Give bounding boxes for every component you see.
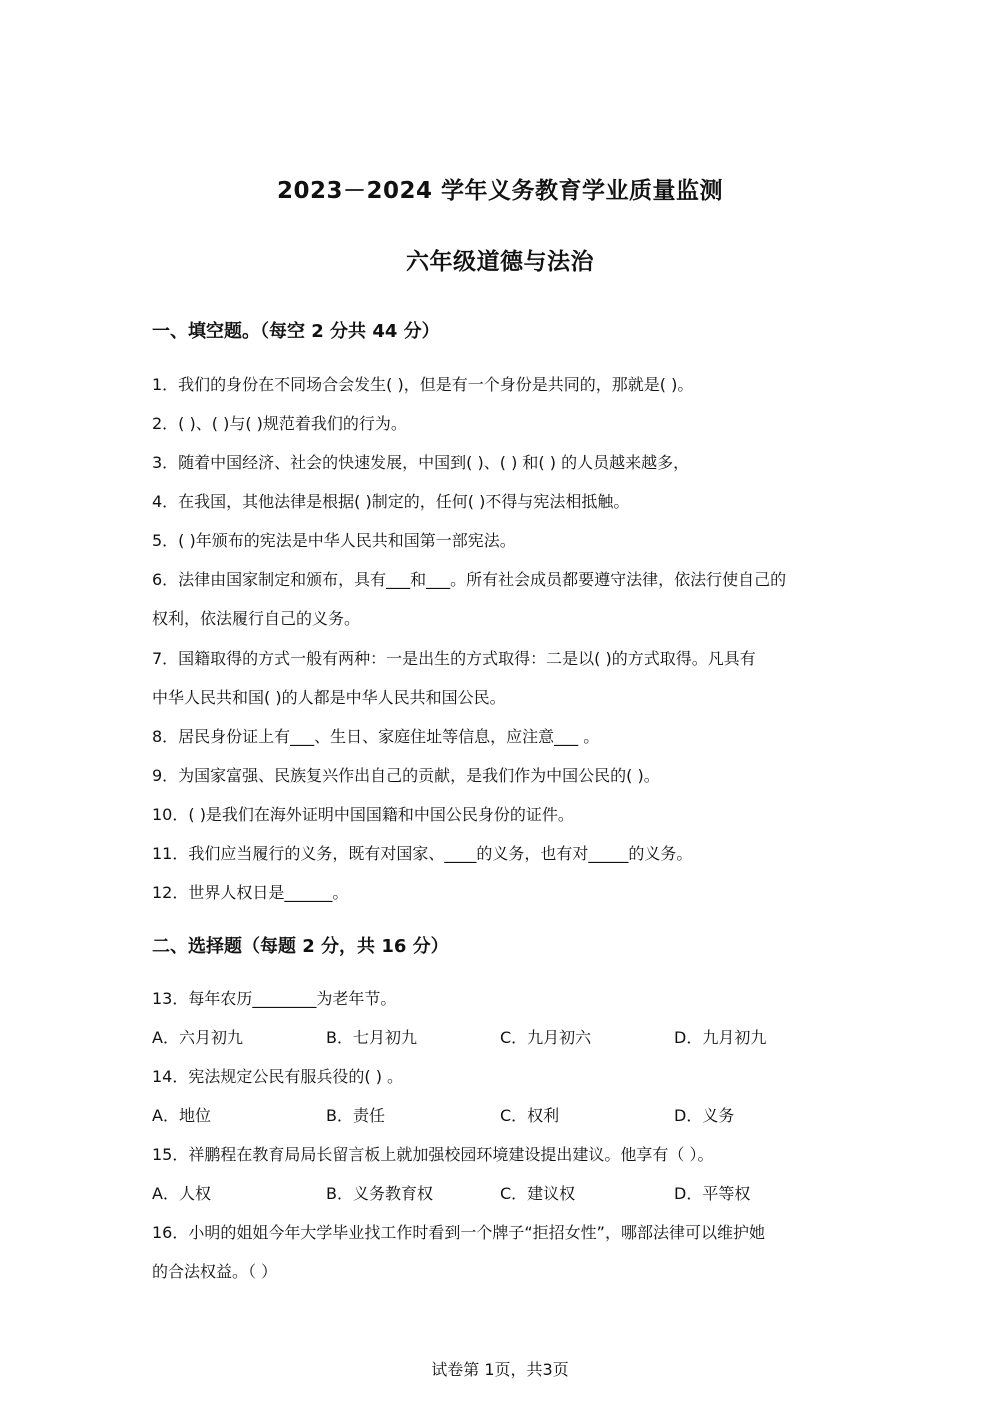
question-line: 7．国籍取得的方式一般有两种：一是出生的方式取得：二是以( )的方式取得。凡具有 — [152, 649, 756, 668]
question-stem: 14．宪法规定公民有服兵役的( ) 。 — [152, 1067, 404, 1086]
question-line: 11．我们应当履行的义务，既有对国家、____的义务，也有对_____的义务。 — [152, 844, 693, 863]
option-b: B．责任 — [326, 1106, 385, 1125]
question-line: 1．我们的身份在不同场合会发生( )，但是有一个身份是共同的，那就是( )。 — [152, 375, 694, 394]
question-stem: 15．祥鹏程在教育局局长留言板上就加强校园环境建设提出建议。他享有（ ）。 — [152, 1145, 714, 1164]
exam-title: 2023－2024 学年义务教育学业质量监测 — [276, 178, 724, 204]
section-fill-in-heading: 一、填空题。（每空 2 分共 44 分） — [152, 321, 440, 342]
question-line: 5．( )年颁布的宪法是中华人民共和国第一部宪法。 — [152, 531, 516, 550]
question-line: 3．随着中国经济、社会的快速发展，中国到( )、( ) 和( ) 的人员越来越多， — [152, 453, 690, 472]
question-stem: 的合法权益。（ ） — [152, 1262, 278, 1281]
question-line: 8．居民身份证上有___、生日、家庭住址等信息，应注意___ 。 — [152, 727, 600, 746]
option-b: B．七月初九 — [326, 1028, 417, 1047]
question-line: 9．为国家富强、民族复兴作出自己的贡献，是我们作为中国公民的( )。 — [152, 766, 660, 785]
exam-subject: 六年级道德与法治 — [406, 249, 594, 275]
question-line: 10．( )是我们在海外证明中国国籍和中国公民身份的证件。 — [152, 805, 574, 824]
question-line: 4．在我国，其他法律是根据( )制定的，任何( )不得与宪法相抵触。 — [152, 492, 630, 511]
option-a: A．六月初九 — [152, 1028, 243, 1047]
option-c: C．九月初六 — [500, 1028, 592, 1047]
question-stem: 13．每年农历________为老年节。 — [152, 989, 397, 1008]
page-footer: 试卷第 1页，共3页 — [431, 1360, 569, 1379]
question-line: 6．法律由国家制定和颁布，具有___和___。所有社会成员都要遵守法律，依法行使自己的 — [152, 570, 787, 589]
option-c: C．建议权 — [500, 1184, 576, 1203]
option-c: C．权利 — [500, 1106, 560, 1125]
question-line: 权利，依法履行自己的义务。 — [152, 609, 361, 628]
question-line: 12．世界人权日是______。 — [152, 883, 349, 902]
option-b: B．义务教育权 — [326, 1184, 433, 1203]
option-a: A．地位 — [152, 1106, 211, 1125]
option-d: D．平等权 — [674, 1184, 751, 1203]
option-d: D．义务 — [674, 1106, 735, 1125]
option-a: A．人权 — [152, 1184, 211, 1203]
question-line: 中华人民共和国( )的人都是中华人民共和国公民。 — [152, 688, 506, 707]
question-line: 2．( )、( )与( )规范着我们的行为。 — [152, 414, 407, 433]
section-choice-heading: 二、选择题（每题 2 分，共 16 分） — [152, 936, 449, 957]
option-d: D．九月初九 — [674, 1028, 767, 1047]
question-stem: 16．小明的姐姐今年大学毕业找工作时看到一个牌子“拒招女性”，哪部法律可以维护她 — [152, 1223, 765, 1242]
